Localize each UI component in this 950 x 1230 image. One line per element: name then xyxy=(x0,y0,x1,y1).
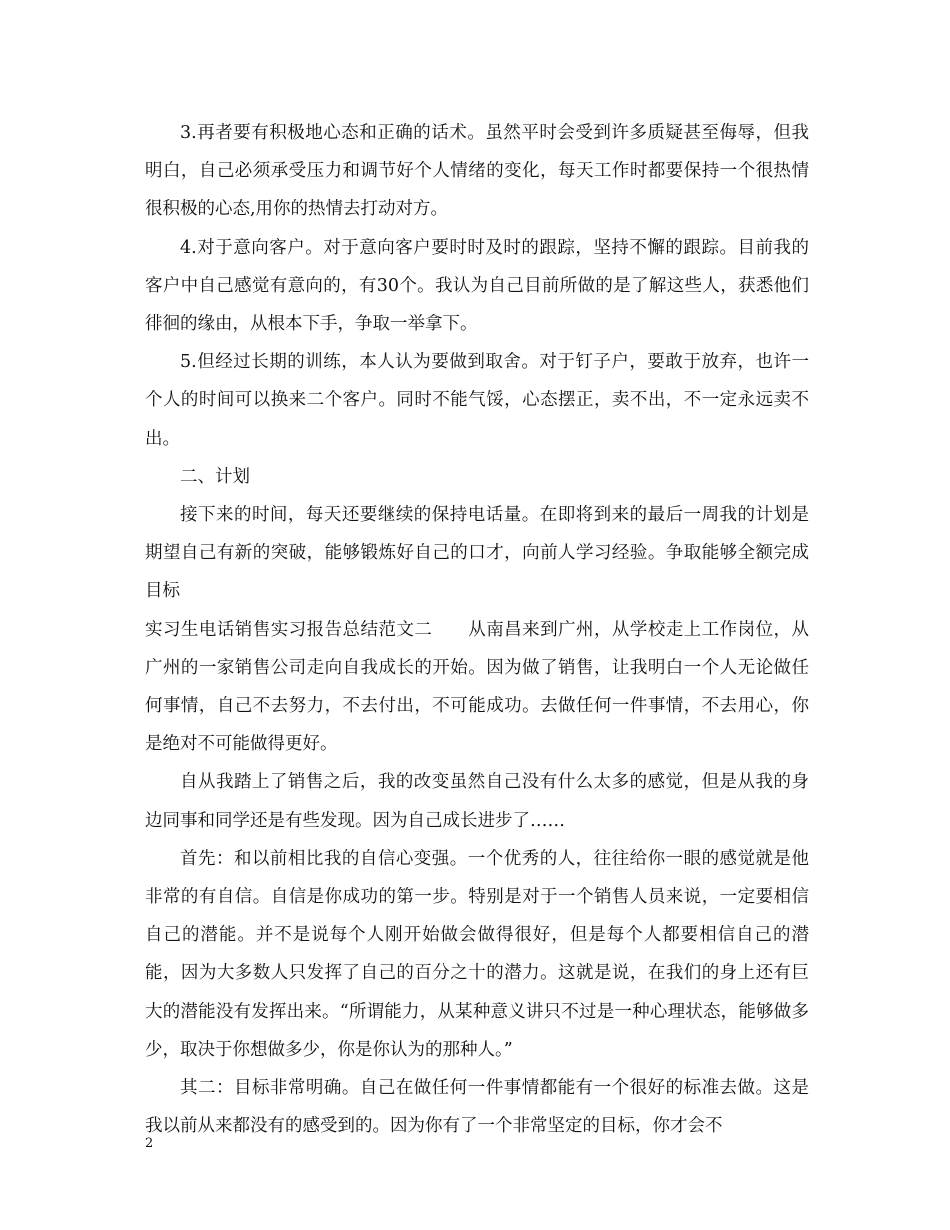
paragraph-changes: 自从我踏上了销售之后，我的改变虽然自己没有什么太多的感觉，但是从我的身边同事和同学还是有些发现。因为自己成长进步了…… xyxy=(145,772,809,831)
section-heading-plan: 二、计划 xyxy=(180,466,250,487)
paragraph-4-intended-customers: 4.对于意向客户。对于意向客户要时时及时的跟踪，坚持不懈的跟踪。目前我的客户中自己感觉有意向的，有30个。我认为自己目前所做的是了解这些人，获悉他们徘徊的缘由，从根本下手，争取一举拿下。 xyxy=(145,237,809,335)
document-body xyxy=(145,114,809,1145)
paragraph-report-two-intro: 实习生电话销售实习报告总结范文二 从南昌来到广州，从学校走上工作岗位，从广州的一家销售公司走向自我成长的开始。因为做了销售，让我明白一个人无论做任何事情，自己不去努力，不去付出，不可能成功。去做任何一件事情，不去用心，你是绝对不可能做得更好。 xyxy=(145,619,809,755)
page-number: 2 xyxy=(145,1136,154,1151)
paragraph-plan-details: 接下来的时间，每天还要继续的保持电话量。在即将到来的最后一周我的计划是期望自己有新的突破，能够锻炼好自己的口才，向前人学习经验。争取能够全额完成目标 xyxy=(145,505,809,602)
paragraph-5-tradeoffs: 5.但经过长期的训练，本人认为要做到取舍。对于钉子户，要敢于放弃，也许一个人的时间可以换来二个客户。同时不能气馁，心态摆正，卖不出，不一定永远卖不出。 xyxy=(145,352,809,449)
paragraph-confidence: 首先：和以前相比我的自信心变强。一个优秀的人，往往给你一眼的感觉就是他非常的有自信。自信是你成功的第一步。特别是对于一个销售人员来说，一定要相信自己的潜能。并不是说每个人刚开始做会做得很好，但是每个人都要相信自己的潜能，因为大多数人只发挥了自己的百分之十的潜力。这就是说，在我们的身上还有巨大的潜能没有发挥出来。“所谓能力，从某种意义讲只不过是一种心理状态，能够做多少，取决于你想做多少，你是你认为的那种人。” xyxy=(145,848,809,1060)
paragraph-clear-goals: 其二：目标非常明确。自己在做任何一件事情都能有一个很好的标准去做。这是我以前从来都没有的感受到的。因为你有了一个非常坚定的目标，你才会不 xyxy=(145,1078,809,1137)
paragraph-3-positive-attitude: 3.再者要有积极地心态和正确的话术。虽然平时会受到许多质疑甚至侮辱，但我明白，自己必须承受压力和调节好个人情绪的变化，每天工作时都要保持一个很热情很积极的心态,用你的热情去打动对方。 xyxy=(145,123,809,220)
